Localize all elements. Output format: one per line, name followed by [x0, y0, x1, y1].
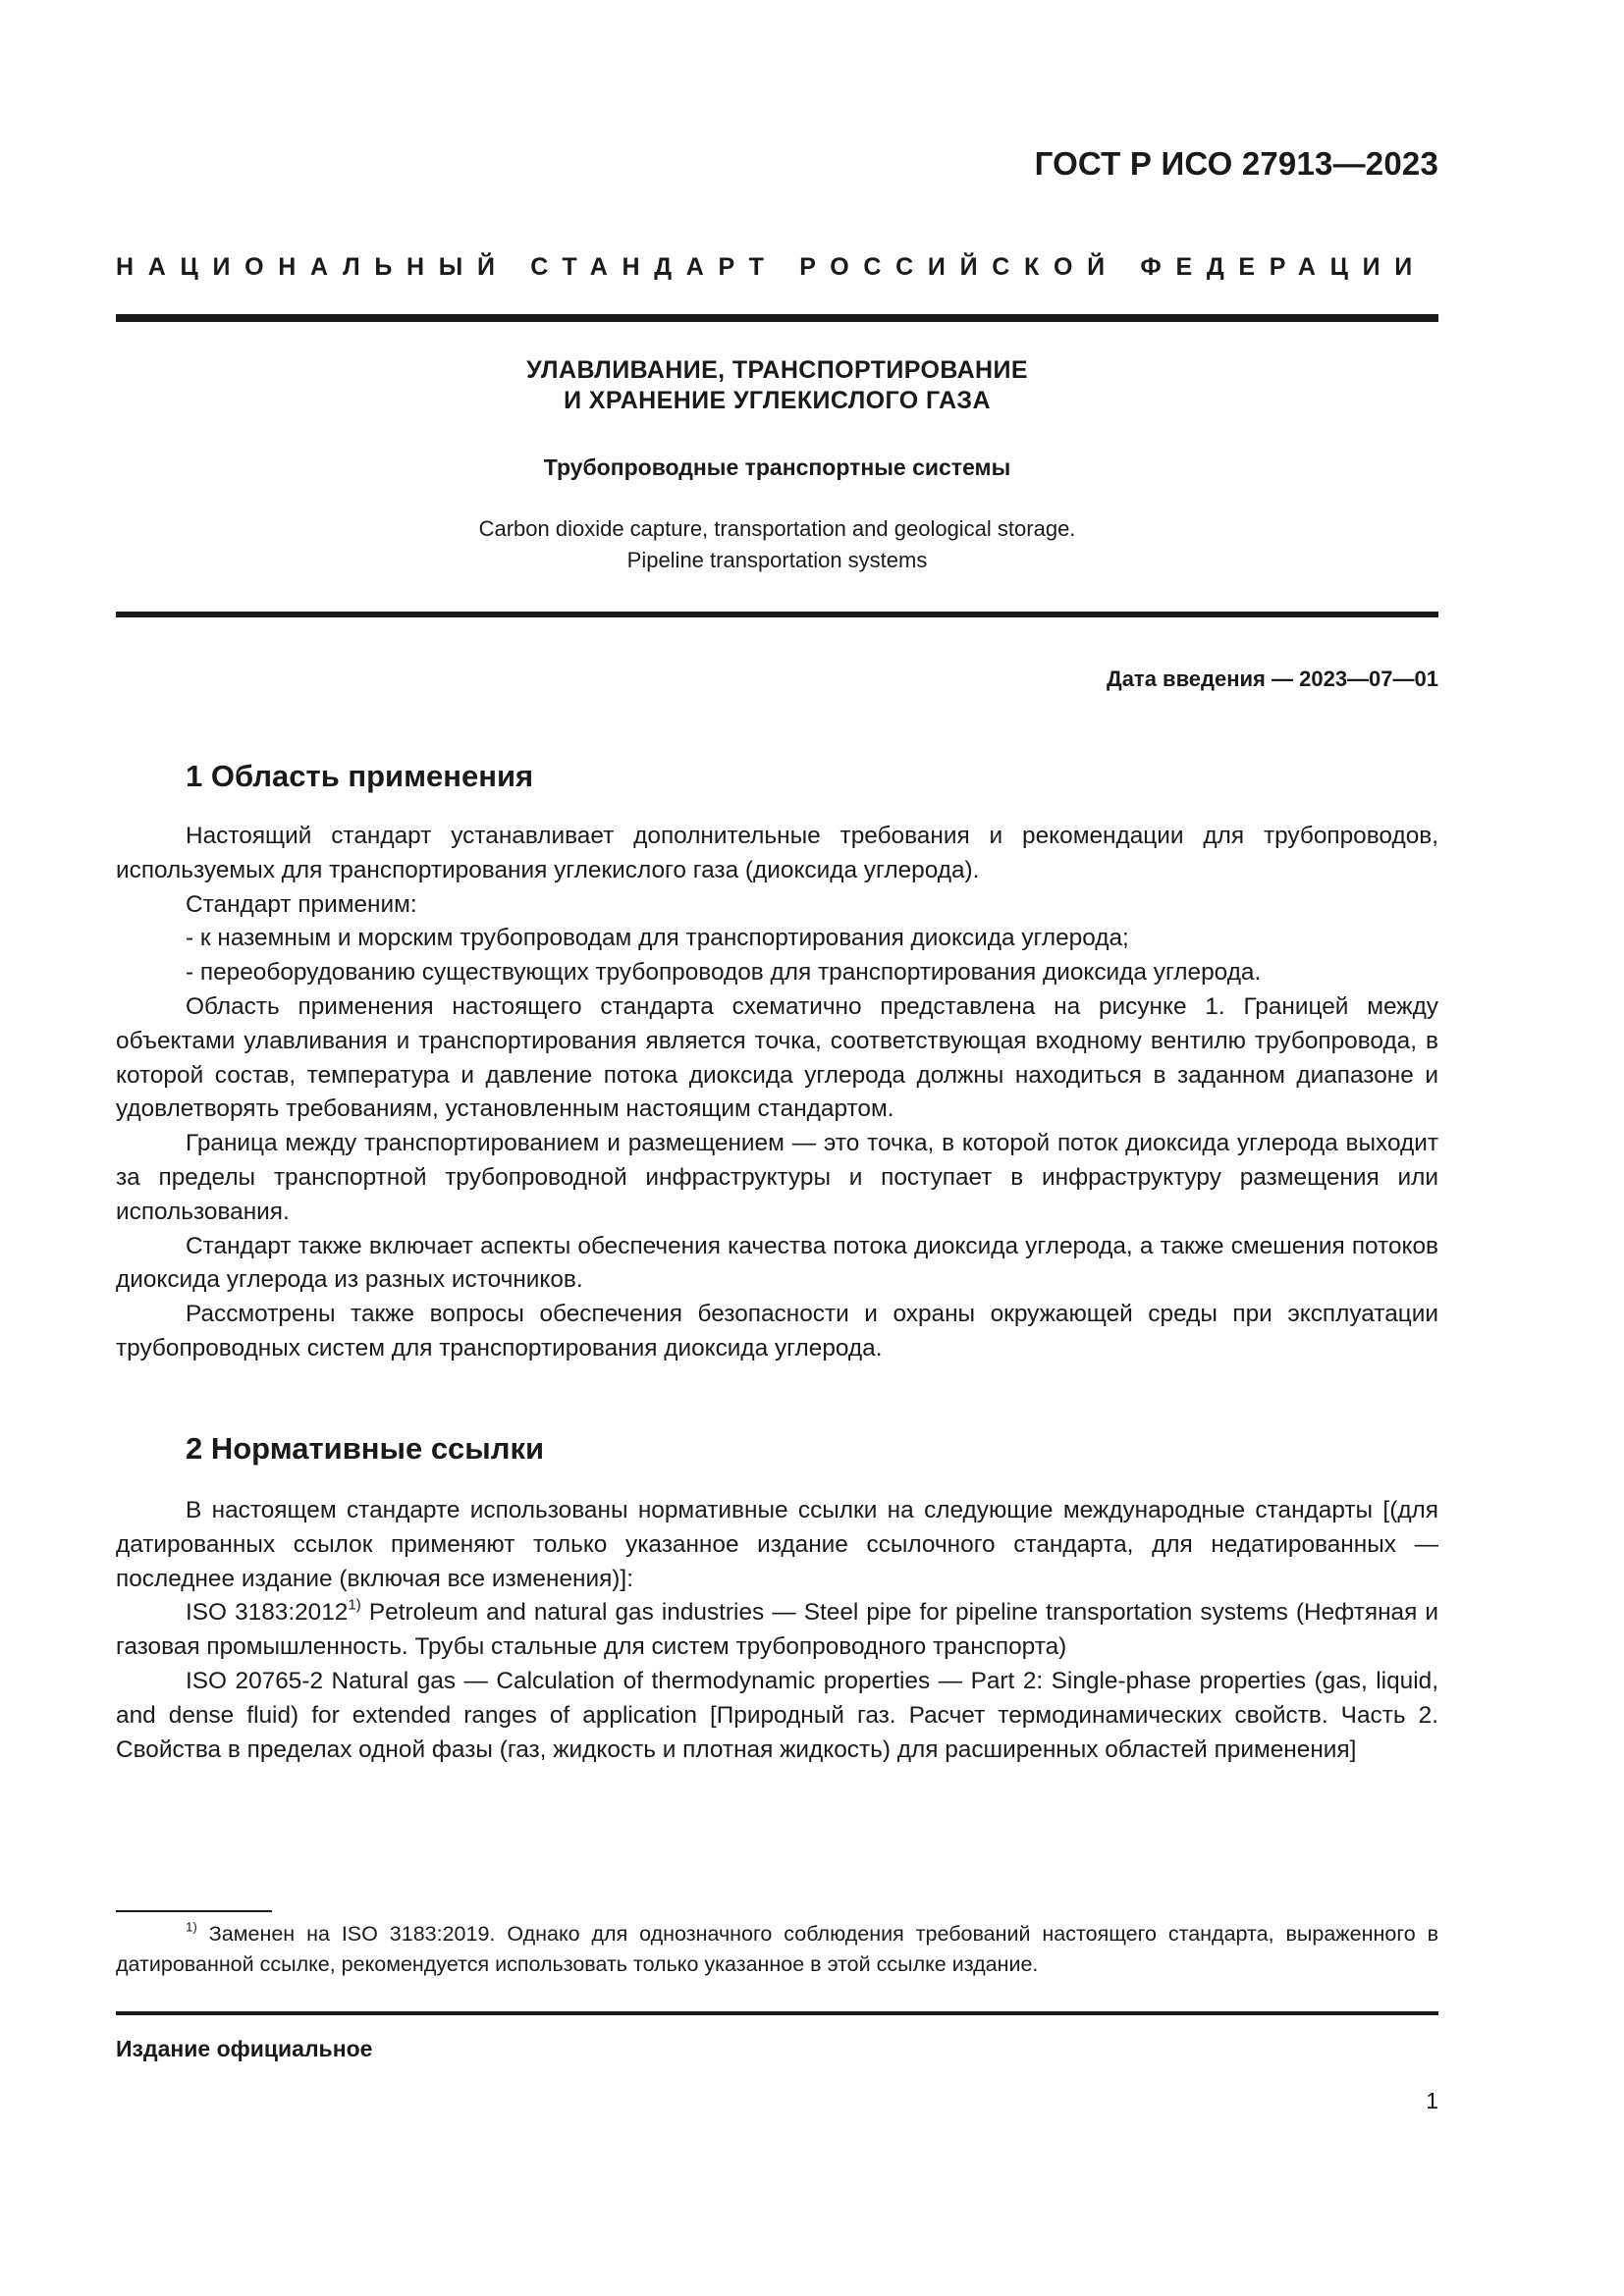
footnote-marker: 1) — [348, 1596, 361, 1614]
footnote-marker: 1) — [186, 1919, 197, 1935]
paragraph: Область применения настоящего стандарта схематично представлена на рисунке 1. Границей между объектами улавливания и транспортирования является точка, соответствующая входному вентилю трубопровода, в которой состав, температура и давление потока диоксида углерода должны находиться в заданном диапазоне и удовлетворять требованиям, установленным настоящим стандартом. — [116, 992, 1438, 1123]
paragraph: Настоящий стандарт устанавливает дополнительные требования и рекомендации для трубопроводов, используемых для транспортирования углекислого газа (диоксида углерода). — [116, 823, 1438, 883]
reference-code: ISO 3183:2012 — [186, 1599, 349, 1627]
national-standard-banner: НАЦИОНАЛЬНЫЙ СТАНДАРТ РОССИЙСКОЙ ФЕДЕРАЦИИ — [116, 253, 1427, 281]
section-2-body — [116, 1494, 1438, 1767]
section-1-body — [116, 820, 1438, 1366]
document-title — [116, 355, 1438, 416]
document-subtitle: Трубопроводные транспортные системы — [543, 454, 1011, 480]
english-title-line-2: Pipeline transportation systems — [626, 548, 928, 572]
title-line-2: И ХРАНЕНИЕ УГЛЕКИСЛОГО ГАЗА — [564, 387, 991, 414]
title-line-1: УЛАВЛИВАНИЕ, ТРАНСПОРТИРОВАНИЕ — [526, 356, 1028, 384]
paragraph: В настоящем стандарте использованы нормативные ссылки на следующие международные стандарты [(для датированных ссылок применяют только указанное издание ссылочного стандарта, для недатированных — последнее издание (включая все изменения)]: — [116, 1497, 1438, 1592]
page-number: 1 — [1426, 2088, 1438, 2113]
paragraph: Стандарт применим: — [186, 890, 417, 918]
reference-text: Petroleum and natural gas industries — Steel pipe for pipeline transportation systems (Нефтяная и газовая промышленность. Трубы стальные для систем трубопроводного транспорта) — [116, 1599, 1438, 1661]
reference-item: ISO 20765-2 Natural gas — Calculation of thermodynamic properties — Part 2: Single-phase properties (gas, liquid, and dense fluid) for extended ranges of application [Природный газ. Расчет термодинамических свойств. Часть 2. Свойства в пределах одной фазы (газ, жидкость и плотная жидкость) для расширенных областей применения] — [116, 1667, 1438, 1763]
list-item: - переоборудованию существующих трубопроводов для транспортирования диоксида углерода. — [186, 959, 1262, 987]
paragraph: Граница между транспортированием и размещением — это точка, в которой поток диоксида углерода выходит за пределы транспортной трубопроводной инфраструктуры и поступает в инфраструктуру размещения или использования. — [116, 1130, 1438, 1225]
reference-item — [116, 1596, 1438, 1665]
standard-number: ГОСТ Р ИСО 27913—2023 — [1034, 145, 1438, 182]
english-title-line-1: Carbon dioxide capture, transportation and geological storage. — [478, 516, 1076, 541]
list-item: - к наземным и морским трубопроводам для транспортирования диоксида углерода; — [186, 925, 1129, 952]
paragraph: Стандарт также включает аспекты обеспечения качества потока диоксида углерода, а также смешения потоков диоксида углерода из разных источников. — [116, 1232, 1438, 1294]
header-rule — [116, 314, 1438, 322]
paragraph: Рассмотрены также вопросы обеспечения безопасности и охраны окружающей среды при эксплуатации трубопроводных систем для транспортирования диоксида углерода. — [116, 1301, 1438, 1362]
footnote-text: Заменен на ISO 3183:2019. Однако для однозначного соблюдения требований настоящего стандарта, выраженного в датированной ссылке, рекомендуется использовать только указанное в этой ссылке издание. — [116, 1922, 1438, 1976]
introduction-date: Дата введения — 2023—07—01 — [1107, 667, 1438, 691]
footer-rule — [116, 2011, 1438, 2015]
edition-label: Издание официальное — [116, 2036, 373, 2061]
footnote-separator — [116, 1910, 272, 1912]
english-title — [116, 513, 1438, 576]
section-1-heading: 1 Область применения — [186, 759, 534, 793]
footnote — [116, 1919, 1438, 1979]
section-2-heading: 2 Нормативные ссылки — [186, 1431, 545, 1466]
title-rule — [116, 612, 1438, 617]
